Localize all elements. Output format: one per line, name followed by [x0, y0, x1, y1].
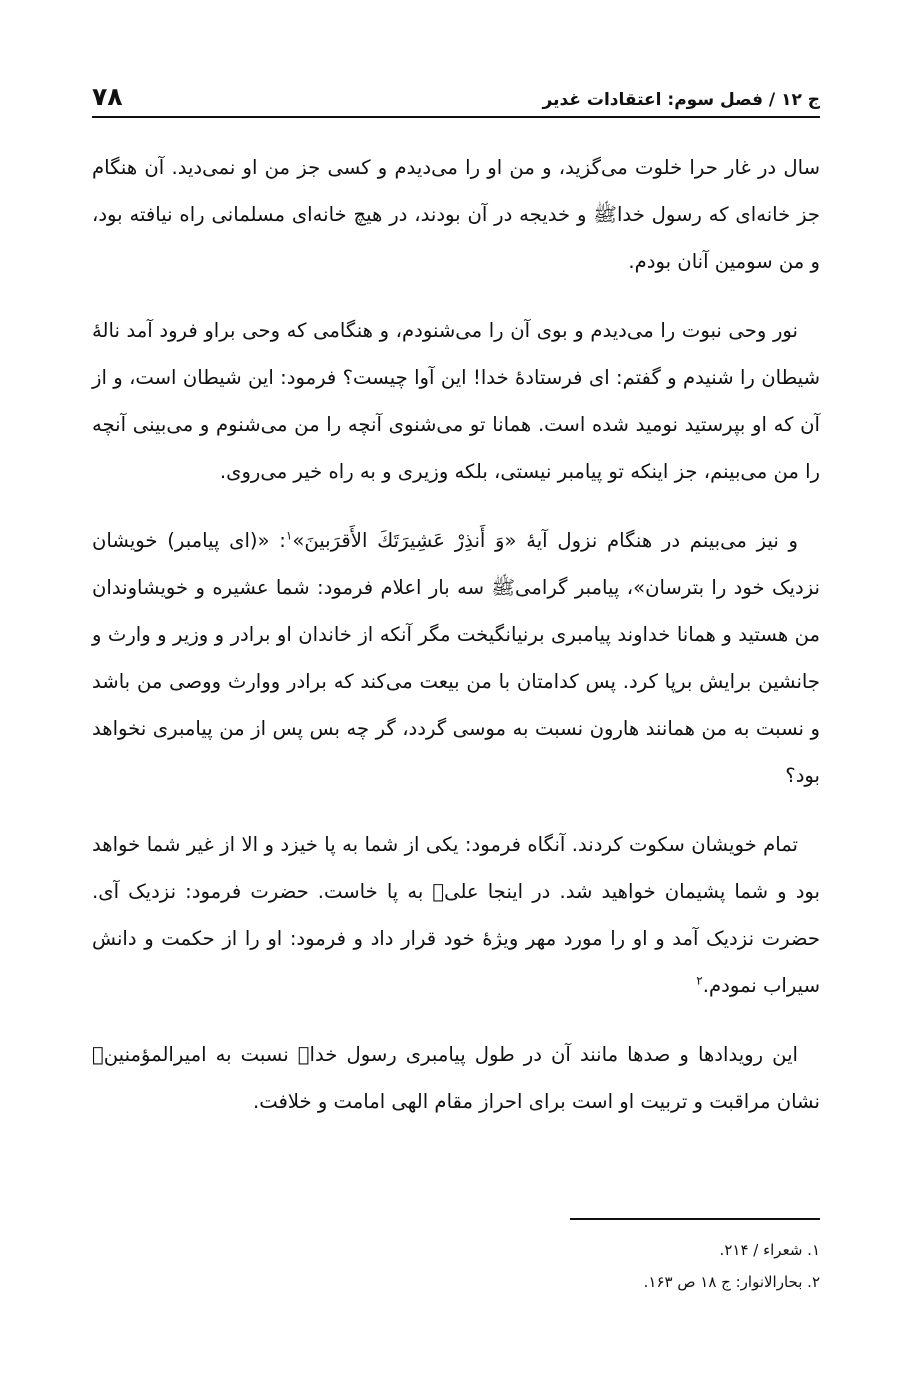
- paragraph-1: سال در غار حرا خلوت می‌گزید، و من او را می‌دیدم و کسی جز من او نمی‌دید. آن هنگام جز خانه‌ای که رسول خداﷺ و خدیجه در آن بودند، در هیچ خانه‌ای مسلمانی راه نیافته بود، و من سومین آنان بودم.: [92, 156, 820, 273]
- footnotes: [92, 1218, 820, 1298]
- footnote-1: ۱. شعراء / ۲۱۴.: [719, 1241, 820, 1259]
- footnote-ref-1[interactable]: ۱: [285, 528, 293, 543]
- paragraph-4-text: تمام خویشان سکوت کردند. آنگاه فرمود: یکی از شما به پا خیزد و الا از غیر شما خواهد بود و شما پشیمان خواهید شد. در اینجا علیؑ به پا خاست. حضرت فرمود: نزدیک آی. حضرت نزدیک آمد و او را مورد مهر ویژهٔ خود قرار داد و فرمود: او را از حکمت و دانش سیراب نمودم.: [92, 833, 820, 997]
- paragraph-3: [92, 517, 820, 799]
- footnote-divider: [570, 1218, 820, 1220]
- footnote-ref-2[interactable]: ۲: [696, 973, 703, 988]
- footnote-2: ۲. بحارالانوار: ج ۱۸ ص ۱۶۳.: [643, 1273, 820, 1291]
- paragraph-2: نور وحی نبوت را می‌دیدم و بوی آن را می‌شنودم، و هنگامی که وحی براو فرود آمد نالهٔ شیطان را شنیدم و گفتم: ای فرستادهٔ خدا! این آوا چیست؟ فرمود: این شیطان است، و از آن که او بپرستید نومید شده است. همانا تو می‌شنوی آنچه را من می‌شنوم و می‌بینی آنچه را من می‌بینم، جز اینکه تو پیامبر نیستی، بلکه وزیری و به راه خیر می‌روی.: [92, 319, 820, 483]
- paragraph-3-text-b: : «(ای پیامبر) خویشان نزدیک خود را بترسان»، پیامبر گرامیﷺ سه بار اعلام فرمود: شما عشیره و خویشاوندان من هستید و همانا خداوند پیامبری برنیانگیخت مگر آنکه از خاندان او برادر و وزیر و وارث و جانشین برایش برپا کرد. پس کدامتان با من بیعت می‌کند که برادر ووارث ووصی من باشد و نسبت به من همانند هارون نسبت به موسی گردد، گر چه بس پس از من پیامبری نخواهد بود؟: [92, 529, 820, 787]
- page-number: ۷۸: [92, 82, 123, 111]
- paragraph-5: این رویدادها و صدها مانند آن در طول پیامبری رسول خداﷺ نسبت به امیرالمؤمنینؑ نشان مراقبت و تربیت او است برای احراز مقام الهی امامت و خلافت.: [92, 1043, 820, 1113]
- paragraph-3-text-a: و نیز می‌بینم در هنگام نزول آیهٔ «وَ أَنذِرْ عَشِيرَتَكَ الأَقرَبينَ»: [292, 529, 798, 552]
- book-page: [92, 68, 820, 1147]
- paragraph-4: [92, 821, 820, 1009]
- running-title: ج ۱۲ / فصل سوم: اعتقادات غدیر: [542, 90, 820, 110]
- body-text: [92, 144, 820, 1125]
- page-header: [92, 68, 820, 118]
